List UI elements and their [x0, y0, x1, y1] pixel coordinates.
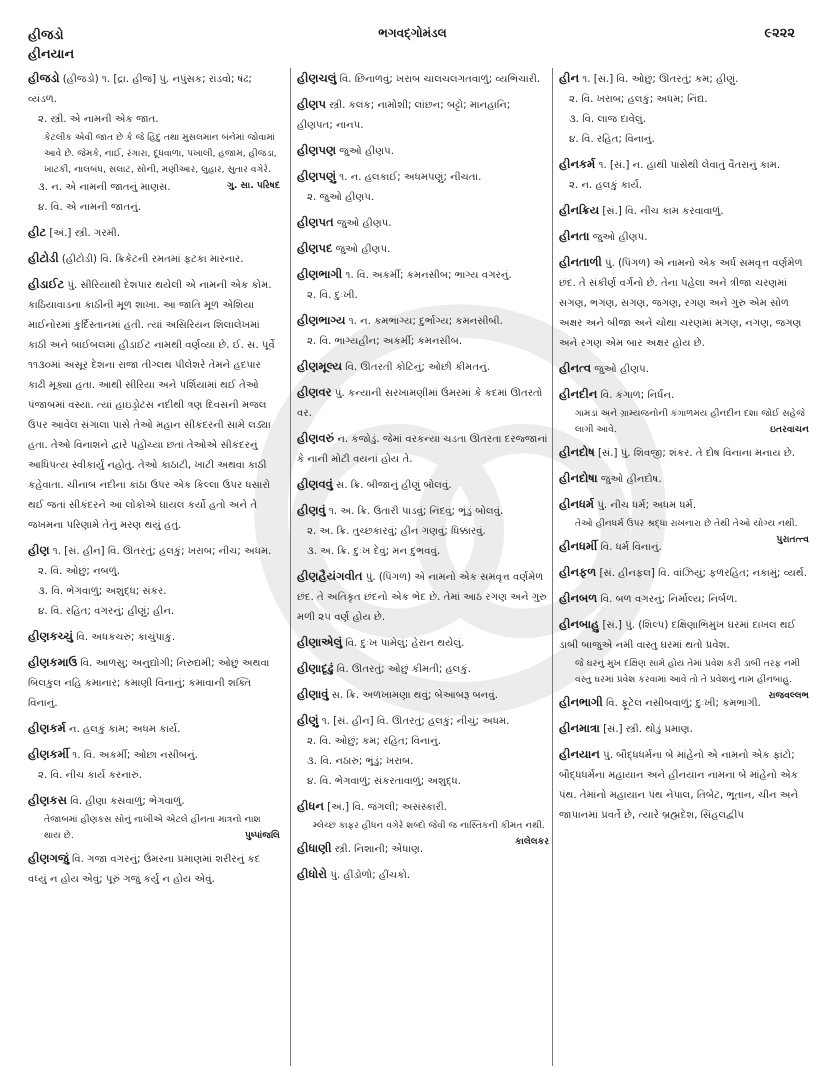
definition: ૧. ન. કમભાગ્ય; દુર્ભાગ્ય; કમનસીબી.	[348, 316, 503, 327]
headword: હીણું	[297, 713, 319, 727]
dictionary-entry	[28, 540, 280, 622]
sense: ૨. વિ. ઓછું; કમ; રહિત; વિનાનું.	[307, 736, 441, 747]
sense: ૨. વિ. દુઃખી.	[307, 290, 358, 301]
definition: પું. (પિંગળ) એ નામનો એક અર્ધ સમવૃત્ત વર્ણમેળ છંદ. તે સંકીર્ણ વર્ગનો છે. તેના પહેલા અને ત્રીજા ચરણમાં સગણ, ભગણ, સગણ, જગણ, રગણ અને ગુરુ એમ સોળ અક્ષર અને બીજા અને ચોથા ચરણમાં મગણ, નગણ, જગણ અને રગણ એમ બાર અક્ષર હોય છે.	[559, 258, 803, 349]
definition: સ. ક્રિ. બીજાનું હીણું બોલવું.	[336, 480, 452, 491]
definition: પું. નીચ ધર્મ; અધમ ધર્મ.	[597, 500, 697, 511]
headword: હીણકમાઉ	[28, 655, 78, 669]
dictionary-title: ભગવદ્ગોમંડલ	[378, 26, 447, 40]
dictionary-entry	[28, 222, 280, 244]
dictionary-entry	[559, 536, 809, 558]
sense: ૩. વિ. ભેગવાળું; અશુદ્ધ; સંકર.	[38, 586, 167, 597]
definition: [સં.] વિ. નીચ કામ કરવાવાળું.	[602, 206, 724, 217]
definition: વિ. ઊતરતું; ઓછું કીમતી; હલકું.	[336, 664, 471, 675]
definition: વિ. બળ વગરનું; નિર્માલ્ય; નિર્બળ.	[600, 594, 738, 605]
dictionary-entry	[559, 718, 809, 740]
headword: હીણવવું	[297, 477, 333, 491]
definition: વિ. ફૂટેલ નસીબવાળું; દુઃખી; કમભાગી.	[605, 698, 761, 709]
definition: ૧. અ. ક્રિ. ઉતારી પાડવું; નિંદવું; ભૂંડું બોલવું.	[328, 506, 504, 517]
dictionary-entry	[559, 494, 809, 545]
dictionary-entry	[559, 384, 809, 438]
headword: હીણભાગ્ય	[297, 313, 346, 327]
quote-source: રાજવલ્લભ	[768, 690, 809, 701]
column-2	[290, 68, 549, 1066]
definition: વિ. આળસુ; અનુદ્યોગી; નિરુદ્યમી; ઓછું અથવા બિલકુલ નહિ કમાનાર; કમાણી વિનાનું; કમાવાની શક્તિ વિનાનું.	[28, 658, 270, 709]
dictionary-entry	[559, 358, 809, 380]
headword: હીનફળ	[559, 565, 597, 579]
definition: ૧. ન. હલકાઈ; અધમપણું; નીચતા.	[339, 172, 482, 183]
headword: હીનકર્મ	[559, 157, 596, 171]
quote-source: પુરાતત્ત્વ	[776, 534, 809, 545]
dictionary-entry	[559, 562, 809, 584]
definition: પું. બૌદ્ધધર્મના બે માંહેનો એ નામનો એક ફાંટો; બૌદ્ધધર્મના મહાયાન અને હીનયાન નામના બે માંહેનો એક પંથ. તેમાંનો મહાયાન પંથ નેપાલ, તિબેટ, ભૂતાન, ચીન અને જાપાનમાં પ્રવર્તે છે, ત્યારે બ્રહ્મદેશ, સિંહલદ્વીપ	[559, 750, 799, 821]
definition: ૧. વિ. અકર્મી; ઓછા નસીબનું.	[72, 750, 198, 761]
sense: ૨. જુઓ હીણપ.	[307, 192, 375, 203]
headword: હીણવરું	[297, 431, 335, 445]
column-3	[552, 68, 809, 1066]
page-number: ૯૨૨૨	[764, 26, 795, 41]
headword: હીનતાળી	[559, 255, 602, 269]
definition: જુઓ હીણપ.	[336, 218, 392, 229]
headword: હીણકચ્ચું	[28, 629, 73, 643]
headword: હીણભાગી	[297, 267, 343, 281]
headword: હીનધર્મ	[559, 497, 595, 511]
dictionary-entry	[559, 154, 809, 196]
definition: વિ. કંગાળ; નિર્ધન.	[600, 390, 675, 401]
definition: સ્ત્રી. કલંક; નામોશી; લાંછન; બટ્ટો; માનહાનિ; હીણપત; નાનપ.	[297, 100, 511, 131]
definition: સ. ક્રિ. અળખામણા થવું; બેઆબરૂ બનવું.	[331, 690, 498, 701]
dictionary-entry	[297, 838, 549, 860]
headword: હીણાવું	[297, 687, 329, 701]
sense: ૪. વિ. રહિત; વગરનું; હીણું; હીન.	[38, 606, 175, 617]
definition: વિ. હીણા કસવાળું; ભેગવાળું.	[70, 796, 185, 807]
headword: હીન	[559, 71, 580, 85]
definition: ન. હલકું કામ; અધમ કાર્ય.	[68, 724, 181, 735]
definition: ૧. [સં.] ન. હાથી પાસેથી લેવાતું વૈતરાનું કામ.	[598, 160, 781, 171]
dictionary-entry	[28, 626, 280, 648]
dictionary-entry	[28, 848, 280, 890]
dictionary-entry	[559, 614, 809, 701]
quote-text: તેજાબમાં હીણકસ સોનું નાખીએ એટલે હીનતા માત્રનો નાશ થાય છે.	[44, 814, 261, 841]
headword: હીટ	[28, 225, 47, 239]
dictionary-entry	[28, 652, 280, 714]
definition: [અં.] વિ. જંગલી; અસંસ્કારી.	[327, 802, 447, 813]
definition: પું. કન્યાની સરખામણીમાં ઉંમરમાં કે કદમાં ઊતરતો વર.	[297, 388, 543, 419]
definition: જુઓ હીણપ.	[592, 232, 648, 243]
sense: ૪. વિ. ભેગવાળું; સંકરતાવાળું; અશુદ્ધ.	[307, 776, 462, 787]
headword: હીડાઈટ	[28, 277, 65, 291]
dictionary-entry	[297, 140, 549, 162]
dictionary-entry	[28, 718, 280, 740]
headword: હીણાએલું	[297, 635, 343, 649]
dictionary-entry	[297, 684, 549, 706]
dictionary-entry	[297, 68, 549, 90]
headword: હીનત્વ	[559, 361, 592, 375]
dictionary-entry	[28, 248, 280, 270]
definition: [સં.] સ્ત્રી. થોડું પ્રમાણ.	[603, 724, 693, 735]
definition: જુઓ હીનદોષ.	[600, 474, 662, 485]
headword: હીનતા	[559, 229, 590, 243]
dictionary-entry	[297, 212, 549, 234]
sense: ૨. ન. હલકું કાર્ય.	[569, 180, 643, 191]
dictionary-entry	[559, 252, 809, 354]
sense: ૪. વિ. એ નામની જાતનું.	[38, 202, 142, 213]
definition: વિ. અધકચરું; કાચુંપાકું.	[76, 632, 176, 643]
dictionary-entry	[559, 468, 809, 490]
dictionary-entry	[297, 632, 549, 654]
definition: પું. હીંડોળો; હીંચકો.	[330, 870, 411, 881]
headword: હીણપ	[297, 97, 326, 111]
definition: વિ. ધર્મ વિનાનું.	[600, 542, 662, 553]
definition: પું. (પિંગળ) એ નામનો એક સમવૃત્ત વર્ણમેળ છંદ. તે અતિકૃત છંદનો એક ભેદ છે. તેમાં આઠ રગણ અને ગુરુ મળી ૨૫ વર્ણ હોય છે.	[297, 572, 547, 623]
definition: ૧. [સં. હીન] વિ. ઊતરતું; હલકું; ખરાબ; નીચ; અધમ.	[52, 546, 272, 557]
headword: હીટોડી	[28, 251, 59, 265]
quote-source: પુષ્પાંજલિ	[244, 830, 280, 841]
dictionary-entry	[28, 274, 280, 536]
dictionary-entry	[28, 68, 280, 218]
dictionary-entry	[559, 442, 809, 464]
dictionary-entry	[559, 200, 809, 222]
dictionary-entry	[297, 474, 549, 496]
definition: [સં.] પું. શિવજી; શંકર. તે દોષ વિનાના મનાય છે.	[598, 448, 796, 459]
sense: ૩. અ. ક્રિ. દુઃખ દેવું; મન દુભવવું.	[307, 546, 441, 557]
definition: જુઓ હીણપ.	[339, 146, 394, 157]
headword: હીનયાન	[559, 747, 600, 761]
dictionary-entry	[28, 790, 280, 844]
headword: હીનમાત્રા	[559, 721, 600, 735]
quote-source: કાલેલકર	[515, 836, 549, 847]
headword: હીનદોષા	[559, 471, 598, 485]
headword: હીધન	[297, 799, 324, 813]
headword: હીનદોષ	[559, 445, 595, 459]
definition: ૧. વિ. અકર્મી; કમનસીબ; ભાગ્ય વગરનું.	[345, 270, 512, 281]
definition: પું. સીરિયાથી દેશપાર થયેલી એ નામની એક કોમ. કાઠિયાવાડના કાઠીની મૂળ શાખા. આ જાતિ મૂળ એશિયા માઈનોરમાં કુર્દિસ્તાનમાં હતી. ત્યાં અસિરિયન શિલાલેખમાં કાઠી અને બાઈબલમાં હીડાઈટ નામથી વર્ણવ્યા છે. ઈ. સ. પૂર્વે ૧૧૩૦માં અસૂર દેશના રાજા તીગ્લથ પીલેશરે તેમને હદપાર કાઢી મૂક્યા હતા. આથી સીરિયા અને પર્શિયામાં થઈ તેઓ પંજાબમાં વસ્યા. ત્યાં હાઇડ્રોટસ નદીથી ત્રણ દિવસની મજલ ઉપર આવેલ સંગાલા પાસે તેઓ મહાન સીકંદરની સામે લડ્યા હતા. તેઓ વિનાશને દ્વારે પહોંચ્યા છતાં તેઓએ સીકંદરનું આધિપત્ય સ્વીકાર્યું નહોતું. તેઓ કાઠાટી, ખાટી અથવા કાઠી કહેવાતા. ચીનાબ નદીના કાંઠા ઉપર એક કિલ્લા ઉપર ધસારો થઈ જતાં સીકંદરને આ લોકોએ ઘાયલ કર્યો હતો અને તે જખમના પરિણામે તેનું મરણ થયું હતું.	[28, 280, 275, 531]
headword: હીણકર્મ	[28, 721, 66, 735]
dictionary-entry	[559, 226, 809, 248]
quote-text: ગામડાં અને ગ્રામ્યજનોની કંગાળમય હીનદીન દશા જોઈ સહેજે લાગી આવે.	[575, 408, 805, 435]
citation-quote	[559, 516, 809, 545]
dictionary-entry	[297, 356, 549, 378]
sense: ૨. વિ. નીચ કાર્ય કરનારું.	[38, 770, 142, 781]
dictionary-entry	[297, 658, 549, 680]
dictionary-entry	[297, 796, 549, 847]
sense: ૨. સ્ત્રી. એ નામની એક જાત.	[38, 114, 159, 125]
quote-text: મ્લેચ્છ કાફર હીધન વગેરે શબ્દો જેવી જ નાસ્તિકની કીમત નથી.	[313, 820, 545, 831]
dictionary-entry	[297, 310, 549, 352]
dictionary-entry	[28, 744, 280, 786]
citation-quote	[297, 818, 549, 847]
column-1	[28, 68, 280, 1066]
headword: હીણવર	[297, 385, 332, 399]
headword: હીણચલું	[297, 71, 337, 85]
dictionary-entry	[297, 710, 549, 792]
definition: ૧. [સં.] વિ. ઓછું; ઊતરતું; કમ; હીણું.	[582, 74, 739, 85]
headword: હીધોરો	[297, 867, 328, 881]
dictionary-entry	[559, 588, 809, 610]
sense: ૩. વિ. નઠારું; ભૂંડું; ખરાબ.	[307, 756, 414, 767]
headword: હીનક્રિય	[559, 203, 600, 217]
sense: ૨. વિ. ઓછું; નબળું.	[38, 566, 121, 577]
dictionary-entry	[297, 94, 549, 136]
headword: હીણ	[28, 543, 50, 557]
definition: વિ. દુઃખ પામેલું; હેરાન થયેલું.	[345, 638, 465, 649]
sense: ૪. વિ. રહિત; વિનાનું.	[569, 134, 655, 145]
headword: હીજડો	[28, 71, 60, 85]
definition: સ્ત્રી. નિશાની; એંધાણ.	[334, 844, 424, 855]
headword: હીનધર્મી	[559, 539, 598, 553]
quote-source: ગુ. સા. પરિષદ	[227, 180, 280, 191]
dictionary-entry	[559, 744, 809, 826]
quote-text: જે ઘરનું મુખ દક્ષિણ સામે હોય તેમાં પ્રવેશ કરી ડાબી તરફ નમી વસ્તુ ઘરમાં પ્રવેશ કરવામાં આવે તો તે પ્રવેશનું નામ હીનબાહુ.	[575, 658, 800, 685]
quote-source: ઇતરવાચન	[770, 424, 809, 435]
headword: હીણપણ	[297, 143, 336, 157]
citation-quote	[559, 406, 809, 438]
guide-word-last: હીનયાન	[28, 47, 75, 62]
dictionary-entry	[297, 428, 549, 470]
dictionary-entry	[297, 864, 549, 886]
definition: (હીટોડી) વિ. ક્રિકેટની રમતમાં ફટકા મારનાર.	[61, 254, 244, 265]
dictionary-entry	[297, 500, 549, 562]
headword: હીનભાગી	[559, 695, 603, 709]
definition: ન. કજોડું. જેમાં વરકન્યા ચડતા ઊતરતા દરજ્જાનાં કે નાની મોટી વયનાં હોય તે.	[297, 434, 548, 465]
definition: [સં. હીનફલ] વિ. વાંઝિયું; ફળરહિત; નકામું; વ્યર્થ.	[599, 568, 808, 579]
definition: વિ. ગજા વગરનું; ઉંમરના પ્રમાણમાં શરીરનું કદ વધ્યું ન હોય એવું; પૂરું ગજું કર્યું ન હોય એવું.	[28, 854, 261, 885]
dictionary-entry	[559, 68, 809, 150]
headword: હીણપત	[297, 215, 334, 229]
headword: હીનબળ	[559, 591, 598, 605]
dictionary-entry	[297, 238, 549, 260]
definition: વિ. ઊતરતી કોટિનું; ઓછી કીમતનું.	[345, 362, 490, 373]
sense: ૨. વિ. ખરાબ; હલકું; અધમ; નિંદ્ય.	[569, 94, 708, 105]
definition: જુઓ હીણપ.	[594, 364, 649, 375]
headword: હીણકસ	[28, 793, 67, 807]
headword: હીણહૈયંગવીત	[297, 569, 363, 583]
dictionary-entry	[297, 382, 549, 424]
quote-text: કેટલીક એવી જાત છે કે જે હિંદુ તથા મુસલમાન બંનેમાં જોવામાં આવે છે. જેમકે, નાઈ, રંગારા, દૂધવાળા, પખાલી, હજામ, હીજડા, ખાટકી, નાલબંધ, સલાટ, સોની, મણીઆર, લુહાર, સુતાર વગેરે.	[44, 132, 277, 175]
headword: હીણપદ	[297, 241, 333, 255]
citation-quote	[28, 812, 280, 844]
headword: હીનબાહુ	[559, 617, 600, 631]
guide-word-first: હીજડો	[28, 28, 64, 43]
sense: ૩. વિ. લાજ દાવેલું.	[569, 114, 646, 125]
headword: હીણપણું	[297, 169, 336, 183]
headword: હીણગજું	[28, 851, 69, 865]
definition: ૧. [સં. હીન] વિ. ઊતરતું; હલકું; નીચું; અધમ.	[321, 716, 510, 727]
sense: ૩. ન. એ નામની જાતનું માણસ.	[38, 182, 171, 193]
sense: ૨. વિ. ભાગ્યહીન; અકર્મી; કમનસીબ.	[307, 336, 463, 347]
headword: હીધાણી	[297, 841, 332, 855]
citation-quote	[559, 656, 809, 701]
definition: [સં.] પું. (શિલ્પ) દક્ષિણાભિમુખ ઘરમાં દાખલ થઈ ડાબી બાજુએ નમી વાસ્તુ ઘરમાં થતો પ્રવેશ.	[559, 620, 796, 651]
headword: હીણમૂલ્ય	[297, 359, 343, 373]
headword: હીણાદૃઢું	[297, 661, 334, 675]
dictionary-entry	[297, 566, 549, 628]
dictionary-entry	[297, 264, 549, 306]
definition: જુઓ હીણપ.	[335, 244, 391, 255]
sense: ૨. અ. ક્રિ. તુચ્છકારવું; હીન ગણવું; ધિક્કારવું.	[307, 526, 486, 537]
quote-text: તેઓ હીનધર્મ ઉપર શ્રદ્ધા રાખનારા છે તેથી તેઓ યોગ્ય નથી.	[575, 518, 798, 529]
definition: [અં.] સ્ત્રી. ગરમી.	[49, 228, 121, 239]
definition: વિ. છિનાળવું; ખરાબ ચાલચલગતવાળું; વ્યભિચારી.	[339, 74, 541, 85]
headword: હીણવું	[297, 503, 326, 517]
dictionary-entry	[297, 166, 549, 208]
definition: (હીજડો) ૧. [દ્રા. હીજ] પું. નપુંસક; રાંડવો; ષંઢ; વ્યંડળ.	[28, 74, 252, 105]
headword: હીણકર્મી	[28, 747, 70, 761]
headword: હીનદીન	[559, 387, 598, 401]
